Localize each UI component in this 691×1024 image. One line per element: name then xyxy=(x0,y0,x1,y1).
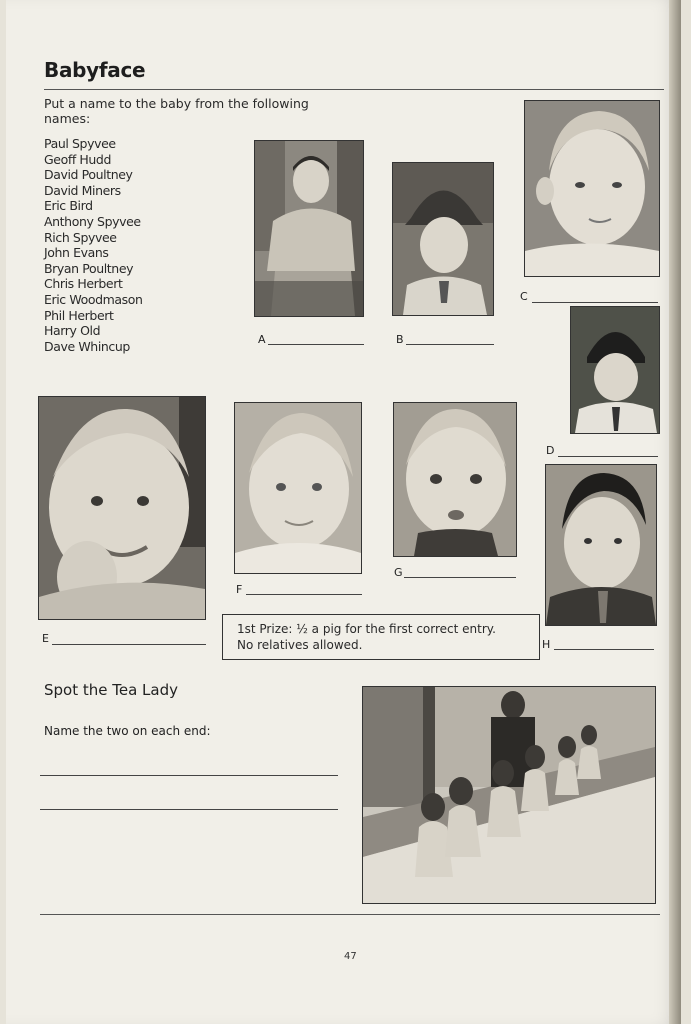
answer-line-b[interactable] xyxy=(406,344,494,345)
instruction-text: Put a name to the baby from the following names: xyxy=(44,96,309,126)
label-a: A xyxy=(258,333,266,346)
name-item: Harry Old xyxy=(44,323,101,339)
book-spine xyxy=(669,0,681,1024)
answer-line-f[interactable] xyxy=(246,594,362,595)
answer-line-d[interactable] xyxy=(558,456,658,457)
tea-lady-instruction: Name the two on each end: xyxy=(44,724,211,738)
name-item: Chris Herbert xyxy=(44,276,123,292)
name-item: Bryan Poultney xyxy=(44,260,134,276)
photo-d xyxy=(570,306,660,434)
name-item: Phil Herbert xyxy=(44,307,114,323)
answer-line-c[interactable] xyxy=(532,302,658,303)
name-item: David Miners xyxy=(44,182,121,198)
answer-line-g[interactable] xyxy=(404,577,516,578)
photo-tea-lady xyxy=(362,686,656,904)
answer-line-left[interactable] xyxy=(40,775,338,776)
photo-e xyxy=(38,396,206,620)
photo-f xyxy=(234,402,362,574)
magazine-page xyxy=(6,0,681,1024)
name-item: John Evans xyxy=(44,245,109,261)
label-f: F xyxy=(236,583,243,596)
name-item: Anthony Spyvee xyxy=(44,213,141,229)
label-h: H xyxy=(542,638,551,651)
name-item: Dave Whincup xyxy=(44,338,130,354)
bottom-rule xyxy=(40,914,660,915)
answer-line-right[interactable] xyxy=(40,809,338,810)
label-c: C xyxy=(520,290,528,303)
name-item: Rich Spyvee xyxy=(44,229,117,245)
name-item: David Poultney xyxy=(44,167,133,183)
label-e: E xyxy=(42,632,49,645)
name-item: Geoff Hudd xyxy=(44,151,111,167)
names-list xyxy=(44,136,143,354)
photo-b xyxy=(392,162,494,316)
name-item: Paul Spyvee xyxy=(44,136,116,151)
label-d: D xyxy=(546,444,555,457)
answer-line-h[interactable] xyxy=(554,649,654,650)
page-title: Babyface xyxy=(44,58,146,82)
label-b: B xyxy=(396,333,404,346)
prize-line-2: No relatives allowed. xyxy=(237,638,363,652)
photo-a xyxy=(254,140,364,317)
answer-line-e[interactable] xyxy=(52,644,206,645)
photo-g xyxy=(393,402,517,557)
photo-c xyxy=(524,100,660,277)
page-number: 47 xyxy=(344,951,357,962)
prize-box xyxy=(222,614,540,660)
prize-line-1: 1st Prize: ½ a pig for the first correct entry. xyxy=(237,622,496,636)
photo-h xyxy=(545,464,657,626)
tea-lady-title: Spot the Tea Lady xyxy=(44,681,179,699)
name-item: Eric Bird xyxy=(44,198,93,214)
label-g: G xyxy=(394,566,403,579)
answer-line-a[interactable] xyxy=(268,344,364,345)
title-rule xyxy=(44,89,664,90)
name-item: Eric Woodmason xyxy=(44,291,143,307)
